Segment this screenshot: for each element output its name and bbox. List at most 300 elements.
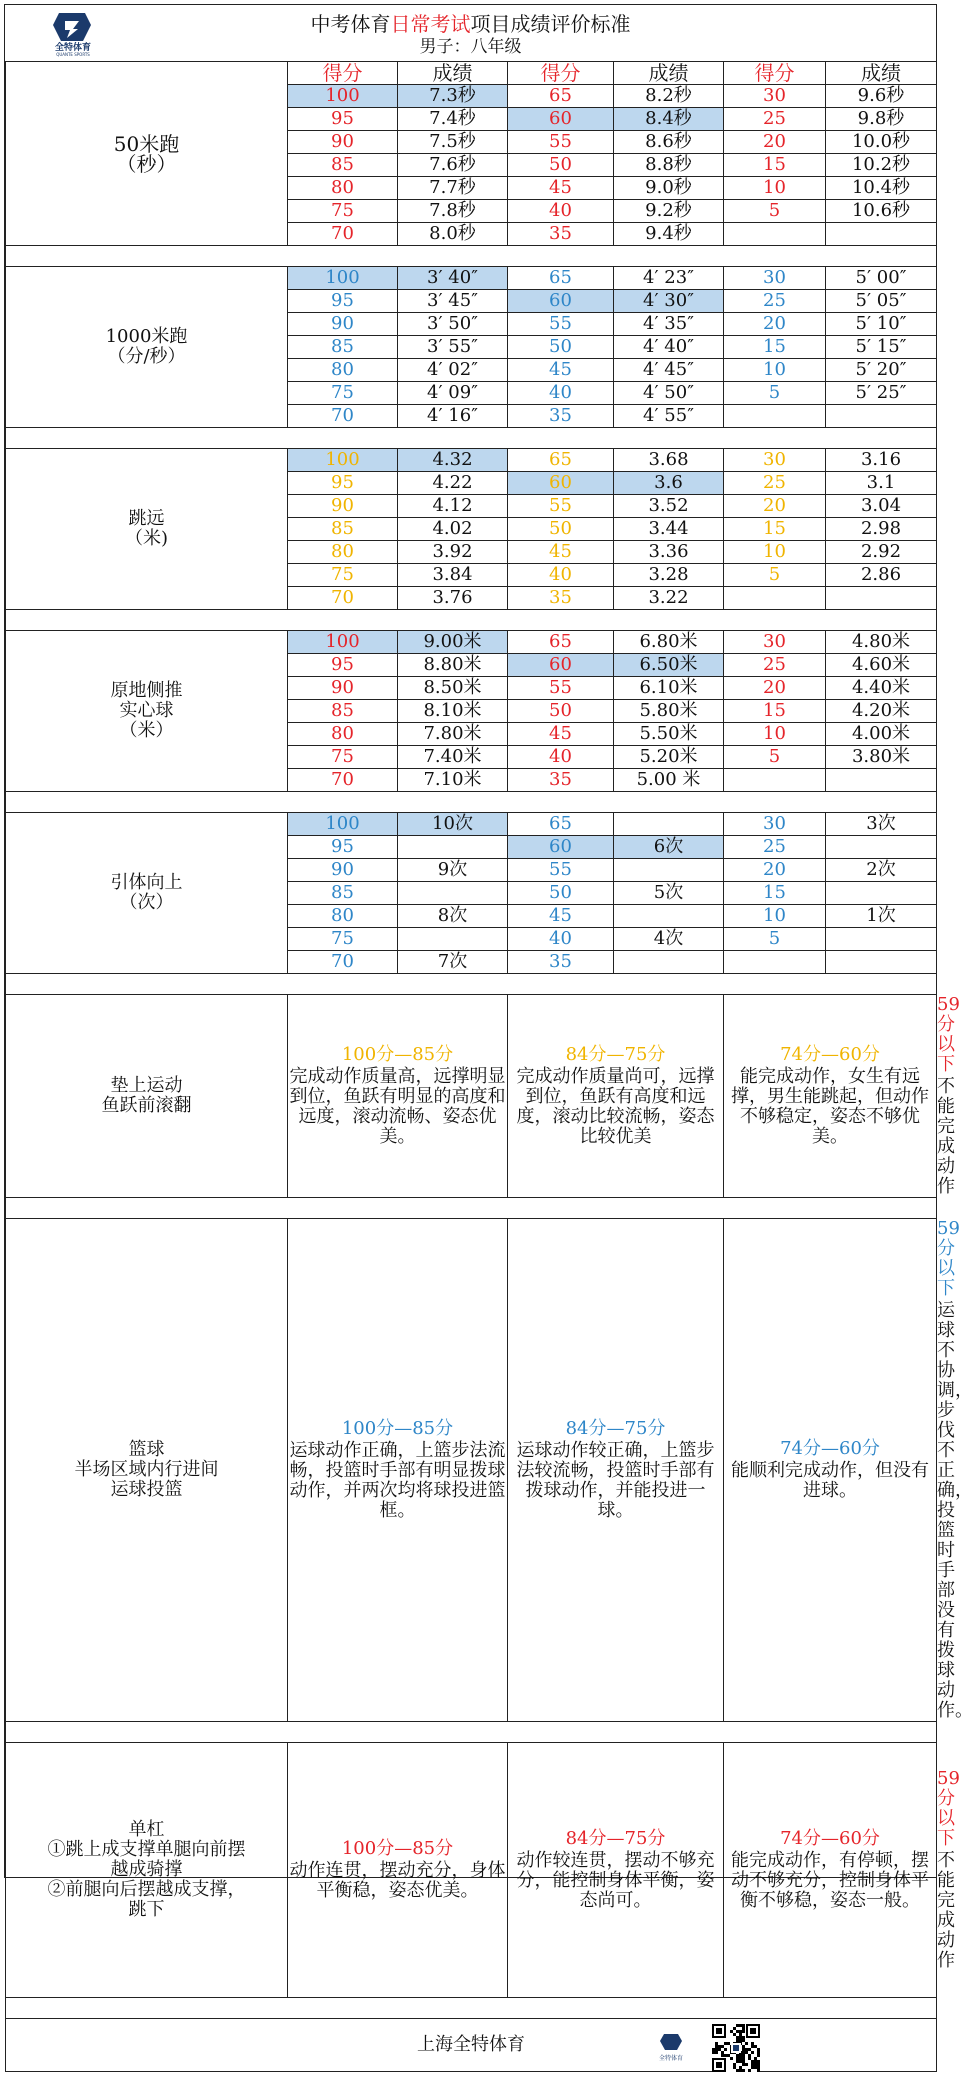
score-cell: 70 <box>288 769 398 792</box>
result-cell: 5.00 米 <box>614 769 724 792</box>
score-cell: 40 <box>508 382 614 405</box>
result-cell: 4′ 35″ <box>614 313 724 336</box>
result-cell: 4.02 <box>398 518 508 541</box>
score-cell: 30 <box>724 267 826 290</box>
event-label <box>6 62 288 246</box>
table-row <box>6 813 937 836</box>
result-cell: 8.50米 <box>398 677 508 700</box>
result-cell: 5′ 25″ <box>826 382 937 405</box>
result-cell: 4′ 02″ <box>398 359 508 382</box>
score-cell: 100 <box>288 631 398 654</box>
result-cell: 9.4秒 <box>614 223 724 246</box>
table-row <box>6 631 937 654</box>
score-cell: 10 <box>724 905 826 928</box>
score-header: 得分 <box>288 62 398 85</box>
result-cell: 3.52 <box>614 495 724 518</box>
result-cell: 8次 <box>398 905 508 928</box>
spacer-cell <box>6 428 937 449</box>
result-cell <box>614 951 724 974</box>
score-cell: 100 <box>288 267 398 290</box>
result-cell: 4.60米 <box>826 654 937 677</box>
result-cell: 10.0秒 <box>826 131 937 154</box>
result-header: 成绩 <box>614 62 724 85</box>
result-cell: 3.92 <box>398 541 508 564</box>
score-cell: 40 <box>508 928 614 951</box>
score-cell <box>724 223 826 246</box>
event-label-line: 跳下 <box>128 1899 165 1920</box>
score-cell: 85 <box>288 154 398 177</box>
score-cell: 40 <box>508 564 614 587</box>
score-cell: 50 <box>508 518 614 541</box>
score-header: 得分 <box>724 62 826 85</box>
svg-text:全特体育: 全特体育 <box>658 2055 684 2062</box>
level-description <box>724 1743 937 1998</box>
event-label-line: 垫上运动 <box>110 1075 183 1096</box>
result-cell <box>826 223 937 246</box>
spacer-row <box>6 1722 937 1743</box>
result-cell: 8.4秒 <box>614 108 724 131</box>
score-cell: 45 <box>508 177 614 200</box>
score-cell: 65 <box>508 267 614 290</box>
score-cell: 65 <box>508 813 614 836</box>
result-cell: 7.10米 <box>398 769 508 792</box>
result-cell: 8.80米 <box>398 654 508 677</box>
score-cell: 60 <box>508 108 614 131</box>
result-cell: 4′ 45″ <box>614 359 724 382</box>
result-cell: 3.68 <box>614 449 724 472</box>
result-cell: 5次 <box>614 882 724 905</box>
result-cell: 7.40米 <box>398 746 508 769</box>
level-text: 动作较连贯，摆动不够充分，能控制身体平衡，姿态尚可。 <box>516 1850 715 1911</box>
result-cell: 5.80米 <box>614 700 724 723</box>
score-cell: 85 <box>288 882 398 905</box>
score-cell: 100 <box>288 449 398 472</box>
level-description <box>288 1219 508 1722</box>
result-cell: 3次 <box>826 813 937 836</box>
event-label <box>6 631 288 792</box>
qr-code-icon <box>712 2024 760 2072</box>
spacer-row <box>6 428 937 449</box>
score-cell: 50 <box>508 882 614 905</box>
event-label-line: 1000米跑 <box>105 326 188 347</box>
result-cell: 7.80米 <box>398 723 508 746</box>
result-cell: 3.36 <box>614 541 724 564</box>
score-cell: 20 <box>724 677 826 700</box>
spacer-row <box>6 246 937 267</box>
score-cell <box>724 951 826 974</box>
table-row <box>6 449 937 472</box>
result-cell: 8.2秒 <box>614 85 724 108</box>
score-cell: 65 <box>508 449 614 472</box>
score-cell: 55 <box>508 131 614 154</box>
level-text: 运球动作较正确，上篮步法较流畅，投篮时手部有拨球动作，并能投进一球。 <box>516 1440 715 1521</box>
result-cell: 3.76 <box>398 587 508 610</box>
score-cell: 25 <box>724 472 826 495</box>
event-label-line: 鱼跃前滚翻 <box>101 1095 192 1116</box>
result-cell <box>826 928 937 951</box>
spacer-row <box>6 1998 937 2019</box>
score-cell: 70 <box>288 223 398 246</box>
result-cell: 4′ 55″ <box>614 405 724 428</box>
result-cell: 3.16 <box>826 449 937 472</box>
result-cell <box>398 928 508 951</box>
score-cell: 85 <box>288 700 398 723</box>
score-cell: 35 <box>508 587 614 610</box>
spacer-cell <box>6 1722 937 1743</box>
event-label-line: 篮球 <box>128 1439 165 1460</box>
level-heading: 84分—75分 <box>565 1418 666 1439</box>
score-cell: 95 <box>288 836 398 859</box>
level-description <box>724 995 937 1198</box>
score-cell: 80 <box>288 905 398 928</box>
event-label-line: 半场区域内行进间 <box>74 1459 219 1480</box>
score-cell: 55 <box>508 677 614 700</box>
footer-logo-icon <box>656 2033 686 2063</box>
score-cell: 95 <box>288 108 398 131</box>
score-cell: 95 <box>288 290 398 313</box>
result-header: 成绩 <box>826 62 937 85</box>
score-cell: 5 <box>724 928 826 951</box>
level-description <box>288 1743 508 1998</box>
result-cell: 3.84 <box>398 564 508 587</box>
result-cell <box>398 882 508 905</box>
level-text: 动作连贯，摆动充分，身体平衡稳，姿态优美。 <box>289 1860 506 1901</box>
score-header: 得分 <box>508 62 614 85</box>
result-cell: 3′ 50″ <box>398 313 508 336</box>
score-cell: 75 <box>288 382 398 405</box>
score-cell: 90 <box>288 677 398 700</box>
result-cell: 4′ 16″ <box>398 405 508 428</box>
event-label-line: （秒） <box>116 151 177 176</box>
score-cell: 10 <box>724 359 826 382</box>
level-text: 不能完成动作 <box>937 1850 955 1971</box>
level-text: 完成动作质量高，远撑明显到位，鱼跃有明显的高度和远度，滚动流畅、姿态优美。 <box>289 1066 506 1147</box>
result-cell <box>614 859 724 882</box>
result-cell: 2.92 <box>826 541 937 564</box>
score-cell: 50 <box>508 336 614 359</box>
svg-text:QUANTE SPORTS: QUANTE SPORTS <box>56 52 90 57</box>
result-cell: 5.20米 <box>614 746 724 769</box>
level-description <box>508 1743 724 1998</box>
event-label <box>6 813 288 974</box>
result-cell: 1次 <box>826 905 937 928</box>
column-header-row <box>6 62 937 85</box>
result-cell: 3.22 <box>614 587 724 610</box>
event-label-line: 跳远 <box>128 508 165 529</box>
event-label-line: 实心球 <box>119 700 174 721</box>
spacer-cell <box>6 1998 937 2019</box>
result-cell: 9次 <box>398 859 508 882</box>
svg-text:全特体育: 全特体育 <box>54 43 92 53</box>
level-text: 运球动作正确，上篮步法流畅，投篮时手部有明显拨球动作，并两次均将球投进篮框。 <box>289 1440 506 1521</box>
score-cell: 75 <box>288 746 398 769</box>
level-heading: 84分—75分 <box>565 1828 666 1849</box>
result-cell: 6次 <box>614 836 724 859</box>
level-text: 能完成动作，有停顿，摆动不够充分，控制身体平衡不够稳，姿态一般。 <box>731 1850 929 1911</box>
score-cell: 75 <box>288 200 398 223</box>
spacer-row <box>6 792 937 813</box>
score-cell: 50 <box>508 700 614 723</box>
result-cell: 6.80米 <box>614 631 724 654</box>
result-cell: 8.6秒 <box>614 131 724 154</box>
spacer-cell <box>6 1198 937 1219</box>
spacer-cell <box>6 246 937 267</box>
score-cell: 80 <box>288 541 398 564</box>
descriptive-row: 单杠 ①跳上成支撑单腿向前摆 越成骑撑 ②前腿向后摆越成支撑， 跳下 100分—85分 动作连贯，摆动充分，身体平衡稳，姿态优美。 84分—75分 动作较连贯，摆动不够充分，能控制身体平衡，姿态尚可。 74分—60分 能完成动作，有停顿，摆动不够充分，控制身体平衡不够稳，姿态一般。 59分以下 不能完成动作 <box>6 1743 937 1998</box>
score-cell: 20 <box>724 859 826 882</box>
score-cell: 10 <box>724 541 826 564</box>
score-cell: 60 <box>508 290 614 313</box>
result-cell: 9.2秒 <box>614 200 724 223</box>
score-cell: 45 <box>508 905 614 928</box>
event-label-line: （分/秒） <box>107 346 186 367</box>
score-cell: 15 <box>724 336 826 359</box>
result-cell: 8.10米 <box>398 700 508 723</box>
score-cell: 65 <box>508 85 614 108</box>
score-cell: 20 <box>724 131 826 154</box>
score-cell: 5 <box>724 200 826 223</box>
result-cell: 4.32 <box>398 449 508 472</box>
result-cell: 8.8秒 <box>614 154 724 177</box>
result-cell: 10.6秒 <box>826 200 937 223</box>
score-cell: 75 <box>288 564 398 587</box>
level-text: 完成动作质量尚可，远撑到位，鱼跃有高度和远度，滚动比较流畅，姿态比较优美 <box>516 1066 715 1147</box>
result-cell: 4.00米 <box>826 723 937 746</box>
result-cell: 2次 <box>826 859 937 882</box>
score-cell: 70 <box>288 405 398 428</box>
score-cell: 40 <box>508 746 614 769</box>
score-cell: 90 <box>288 313 398 336</box>
result-cell: 4.40米 <box>826 677 937 700</box>
score-cell: 45 <box>508 359 614 382</box>
result-cell: 5.50米 <box>614 723 724 746</box>
score-cell: 35 <box>508 769 614 792</box>
result-cell: 9.6秒 <box>826 85 937 108</box>
score-cell: 25 <box>724 290 826 313</box>
result-cell: 5′ 20″ <box>826 359 937 382</box>
result-cell: 9.8秒 <box>826 108 937 131</box>
result-cell: 7.5秒 <box>398 131 508 154</box>
page-subtitle: 男子：八年级 <box>419 37 522 57</box>
score-cell: 5 <box>724 564 826 587</box>
result-cell: 2.98 <box>826 518 937 541</box>
score-cell: 20 <box>724 313 826 336</box>
result-cell: 5′ 10″ <box>826 313 937 336</box>
score-cell: 55 <box>508 495 614 518</box>
result-cell <box>826 836 937 859</box>
result-cell: 7.4秒 <box>398 108 508 131</box>
level-heading: 74分—60分 <box>780 1438 880 1459</box>
result-cell <box>826 951 937 974</box>
score-cell: 35 <box>508 405 614 428</box>
score-table <box>5 61 973 2072</box>
result-cell: 4.20米 <box>826 700 937 723</box>
result-cell: 6.50米 <box>614 654 724 677</box>
result-cell: 9.00米 <box>398 631 508 654</box>
score-cell: 70 <box>288 951 398 974</box>
score-cell: 10 <box>724 723 826 746</box>
score-cell: 95 <box>288 472 398 495</box>
score-cell: 45 <box>508 541 614 564</box>
result-cell <box>826 405 937 428</box>
result-cell: 3.6 <box>614 472 724 495</box>
result-cell: 4次 <box>614 928 724 951</box>
score-cell: 40 <box>508 200 614 223</box>
level-text: 不能完成动作 <box>937 1076 955 1197</box>
level-heading: 100分—85分 <box>341 1418 454 1439</box>
score-cell: 30 <box>724 85 826 108</box>
score-cell: 30 <box>724 449 826 472</box>
level-text: 能顺利完成动作，但没有进球。 <box>731 1460 929 1501</box>
event-label-line: 越成骑撑 <box>110 1859 183 1880</box>
score-cell: 55 <box>508 313 614 336</box>
result-cell: 3′ 45″ <box>398 290 508 313</box>
result-cell: 4.12 <box>398 495 508 518</box>
result-cell <box>614 905 724 928</box>
score-cell: 50 <box>508 154 614 177</box>
score-cell: 75 <box>288 928 398 951</box>
event-label-line: 引体向上 <box>110 872 183 893</box>
descriptive-row: 垫上运动 鱼跃前滚翻 100分—85分 完成动作质量高，远撑明显到位，鱼跃有明显的高度和远度，滚动流畅、姿态优美。 84分—75分 完成动作质量尚可，远撑到位，鱼跃有高度和远度，滚动比较流畅，姿态比较优美 74分—60分 能完成动作，女生有远撑，男生能跳起，但动作不够稳定，姿态不够优美。 59分以下 不能完成动作 <box>6 995 937 1198</box>
spacer-cell <box>6 792 937 813</box>
event-label <box>6 1219 288 1722</box>
result-cell <box>826 587 937 610</box>
event-label-line: （米) <box>124 528 169 549</box>
event-label-line: ①跳上成支撑单腿向前摆 <box>47 1839 246 1860</box>
event-label <box>6 995 288 1198</box>
score-cell: 35 <box>508 223 614 246</box>
result-cell: 8.0秒 <box>398 223 508 246</box>
score-cell <box>724 405 826 428</box>
result-cell: 4′ 30″ <box>614 290 724 313</box>
event-label-line: 运球投篮 <box>110 1479 183 1500</box>
score-cell: 85 <box>288 518 398 541</box>
table-row <box>6 267 937 290</box>
result-cell: 7.3秒 <box>398 85 508 108</box>
score-cell: 20 <box>724 495 826 518</box>
event-label-line: 50米跑 <box>113 131 180 156</box>
score-cell: 95 <box>288 654 398 677</box>
score-cell: 30 <box>724 631 826 654</box>
score-cell: 15 <box>724 700 826 723</box>
result-cell: 10.4秒 <box>826 177 937 200</box>
score-cell <box>724 769 826 792</box>
event-label <box>6 449 288 610</box>
score-cell: 60 <box>508 654 614 677</box>
score-cell: 15 <box>724 518 826 541</box>
score-cell: 90 <box>288 859 398 882</box>
score-cell: 90 <box>288 495 398 518</box>
score-cell: 25 <box>724 108 826 131</box>
score-cell: 30 <box>724 813 826 836</box>
descriptive-row: 篮球 半场区域内行进间 运球投篮 100分—85分 运球动作正确，上篮步法流畅，投篮时手部有明显拨球动作，并两次均将球投进篮框。 84分—75分 运球动作较正确，上篮步法较流畅，投篮时手部有拨球动作，并能投进一球。 74分—60分 能顺利完成动作，但没有进球。 59分以下 运球不协调，步伐不正确，投篮时手部没有拨球动作。 <box>6 1219 937 1722</box>
result-cell: 5′ 00″ <box>826 267 937 290</box>
score-cell: 60 <box>508 836 614 859</box>
result-cell: 7次 <box>398 951 508 974</box>
score-cell: 100 <box>288 85 398 108</box>
score-cell: 80 <box>288 723 398 746</box>
result-cell: 5′ 05″ <box>826 290 937 313</box>
score-cell: 90 <box>288 131 398 154</box>
level-heading: 100分—85分 <box>341 1838 454 1859</box>
score-cell: 25 <box>724 654 826 677</box>
result-cell: 9.0秒 <box>614 177 724 200</box>
event-label <box>6 1743 288 1998</box>
result-header: 成绩 <box>398 62 508 85</box>
header <box>5 5 936 62</box>
score-cell: 35 <box>508 951 614 974</box>
level-heading: 74分—60分 <box>780 1044 880 1065</box>
result-cell <box>614 813 724 836</box>
result-cell <box>826 882 937 905</box>
result-cell: 2.86 <box>826 564 937 587</box>
result-cell: 4′ 50″ <box>614 382 724 405</box>
result-cell: 3.80米 <box>826 746 937 769</box>
footer-row <box>6 2019 937 2072</box>
level-description <box>724 1219 937 1722</box>
level-heading: 74分—60分 <box>780 1828 880 1849</box>
result-cell: 7.7秒 <box>398 177 508 200</box>
score-cell: 5 <box>724 746 826 769</box>
company-name: 上海全特体育 <box>417 2034 525 2055</box>
result-cell: 7.6秒 <box>398 154 508 177</box>
score-cell: 80 <box>288 359 398 382</box>
result-cell <box>826 769 937 792</box>
result-cell: 10.2秒 <box>826 154 937 177</box>
event-label-line: 单杠 <box>128 1819 165 1840</box>
score-standard-sheet <box>4 4 973 2062</box>
event-label-line: 原地侧推 <box>110 680 183 701</box>
score-cell: 5 <box>724 382 826 405</box>
result-cell: 3.1 <box>826 472 937 495</box>
event-label-line: （米） <box>119 720 174 741</box>
event-label <box>6 267 288 428</box>
result-cell: 4′ 40″ <box>614 336 724 359</box>
score-cell: 60 <box>508 472 614 495</box>
level-description <box>288 995 508 1198</box>
score-cell <box>724 587 826 610</box>
level-text: 能完成动作，女生有远撑，男生能跳起，但动作不够稳定，姿态不够优美。 <box>731 1066 929 1147</box>
score-cell: 15 <box>724 154 826 177</box>
event-label-line: ②前腿向后摆越成支撑， <box>47 1879 246 1900</box>
result-cell: 7.8秒 <box>398 200 508 223</box>
level-description <box>508 1219 724 1722</box>
result-cell: 3′ 40″ <box>398 267 508 290</box>
result-cell: 3′ 55″ <box>398 336 508 359</box>
spacer-cell <box>6 974 937 995</box>
event-label-line: （次） <box>119 892 174 913</box>
score-cell: 65 <box>508 631 614 654</box>
score-cell: 25 <box>724 836 826 859</box>
result-cell: 10次 <box>398 813 508 836</box>
result-cell: 5′ 15″ <box>826 336 937 359</box>
level-heading: 100分—85分 <box>341 1044 454 1065</box>
score-cell: 85 <box>288 336 398 359</box>
result-cell: 4′ 23″ <box>614 267 724 290</box>
result-cell: 3.44 <box>614 518 724 541</box>
score-cell: 80 <box>288 177 398 200</box>
level-text: 运球不协调，步伐不正确，投篮时手部没有拨球动作。 <box>937 1300 973 1721</box>
spacer-row <box>6 974 937 995</box>
score-cell: 100 <box>288 813 398 836</box>
result-cell: 3.28 <box>614 564 724 587</box>
spacer-row <box>6 1198 937 1219</box>
page-title: 中考体育日常考试项目成绩评价标准 <box>310 12 631 36</box>
score-cell: 15 <box>724 882 826 905</box>
level-description <box>508 995 724 1198</box>
score-cell: 10 <box>724 177 826 200</box>
result-cell: 4′ 09″ <box>398 382 508 405</box>
